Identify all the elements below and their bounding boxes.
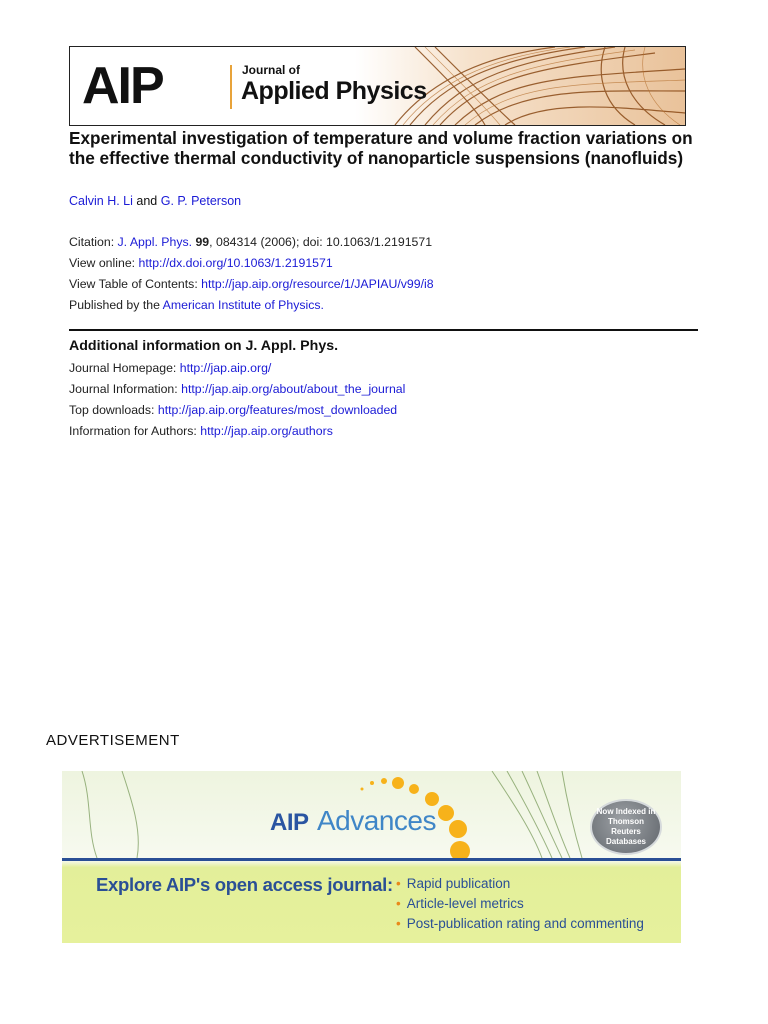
journal-of-label: Journal of [242, 63, 301, 77]
top-downloads-line [69, 403, 397, 417]
ad-bullet: • Rapid publication [396, 876, 511, 891]
view-online-link[interactable]: http://dx.doi.org/10.1063/1.2191571 [138, 256, 333, 270]
citation-volume: 99 [195, 235, 210, 249]
bullet-dot-icon: • [396, 896, 401, 911]
toc-line [69, 277, 434, 291]
citation-rest: , 084314 (2006); doi: 10.1063/1.2191571 [209, 235, 433, 249]
journal-name: Applied Physics [241, 77, 427, 105]
indexed-badge: Now Indexed in Thomson Reuters Databases [590, 799, 662, 855]
additional-info-heading: Additional information on J. Appl. Phys. [69, 338, 339, 354]
citation-label: Citation: [69, 235, 118, 249]
bullet-dot-icon: • [396, 916, 401, 931]
journal-homepage-line [69, 361, 271, 375]
journal-homepage-link[interactable]: http://jap.aip.org/ [179, 361, 272, 375]
toc-link[interactable]: http://jap.aip.org/resource/1/JAPIAU/v99/i8 [201, 277, 434, 291]
bullet-dot-icon: • [396, 876, 401, 891]
author-link-peterson[interactable]: G. P. Peterson [160, 194, 242, 208]
journal-homepage-label: Journal Homepage: [69, 361, 180, 375]
journal-information-label: Journal Information: [69, 382, 182, 396]
article-title: Experimental investigation of temperature and volume fraction variations on the effective thermal conductivity of nanoparticle suspensions (nanofluids) [69, 128, 693, 168]
journal-banner [69, 46, 686, 126]
ad-brand-advances: Advances [317, 805, 436, 836]
view-online-label: View online: [69, 256, 139, 270]
ad-bullet: • Article-level metrics [396, 896, 524, 911]
logo-divider [230, 65, 232, 109]
citation-journal-link[interactable]: J. Appl. Phys. [117, 235, 193, 249]
authors-info-label: Information for Authors: [69, 424, 201, 438]
aip-advances-ad[interactable] [62, 771, 681, 943]
aip-logo: AIP [82, 57, 163, 115]
top-downloads-link[interactable]: http://jap.aip.org/features/most_downloaded [157, 403, 398, 417]
ad-divider-bar [62, 858, 681, 861]
authors [69, 194, 241, 208]
ad-headline: Explore AIP's open access journal: [96, 874, 393, 895]
author-link-li[interactable]: Calvin H. Li [69, 194, 133, 208]
ad-bullet: • Post-publication rating and commenting [396, 916, 644, 931]
ad-bullet-list [396, 874, 644, 934]
author-separator: and [132, 194, 161, 208]
journal-information-line [69, 382, 405, 396]
ad-brand-aip: AIP [270, 809, 309, 836]
view-online-line [69, 256, 333, 270]
publisher-link[interactable]: American Institute of Physics. [162, 298, 324, 312]
section-divider [69, 329, 698, 331]
authors-info-link[interactable]: http://jap.aip.org/authors [200, 424, 333, 438]
citation-line [69, 235, 432, 249]
toc-label: View Table of Contents: [69, 277, 202, 291]
top-downloads-label: Top downloads: [69, 403, 158, 417]
published-label: Published by the [69, 298, 163, 312]
advertisement-label: ADVERTISEMENT [46, 732, 180, 749]
authors-info-line [69, 424, 333, 438]
published-line [69, 298, 324, 312]
journal-information-link[interactable]: http://jap.aip.org/about/about_the_journal [181, 382, 406, 396]
